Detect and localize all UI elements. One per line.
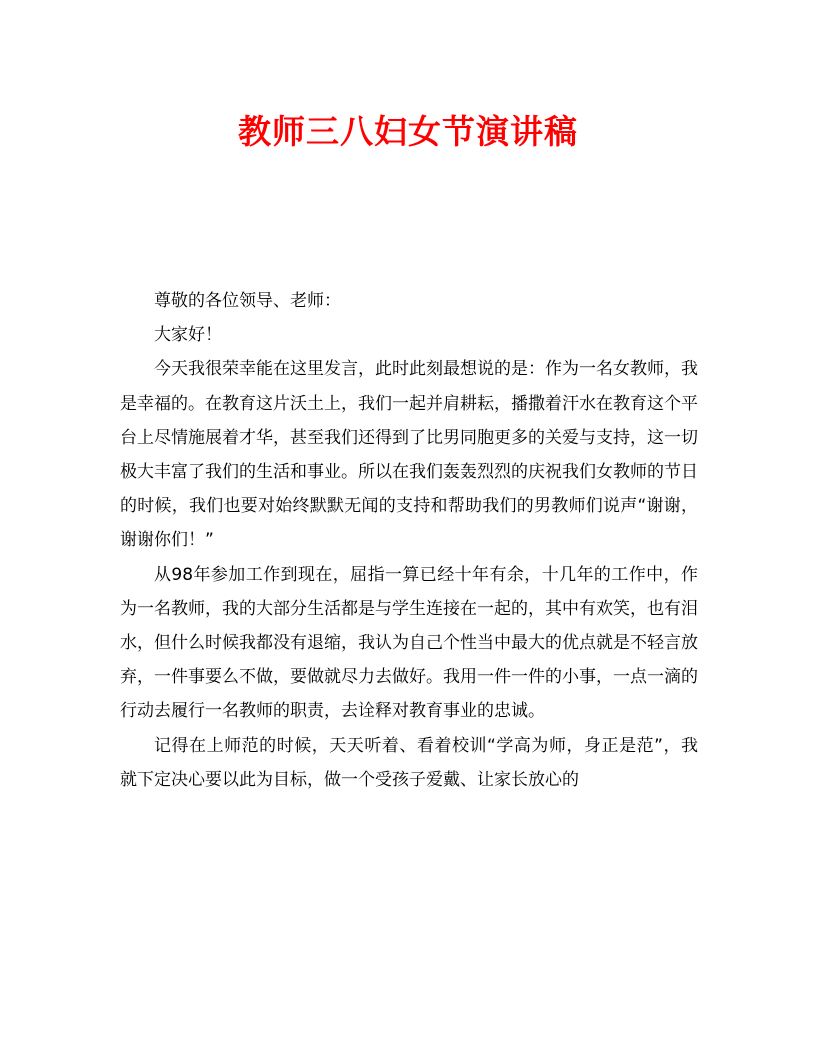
body-paragraph: 记得在上师范的时候，天天听着、看着校训“学高为师，身正是范”，我就下定决心要以此为目标，做一个受孩子爱戴、让家长放心的 [120, 735, 698, 790]
document-body [120, 284, 698, 797]
greeting-paragraph: 大家好！ [154, 325, 222, 346]
salutation-paragraph: 尊敬的各位领导、老师： [154, 291, 341, 311]
document-title: 教师三八妇女节演讲稿 [238, 112, 578, 151]
body-paragraph: 从98年参加工作到现在，屈指一算已经十年有余，十几年的工作中，作为一名教师，我的大部分生活都是与学生连接在一起的，其中有欢笑，也有泪水，但什么时候我都没有退缩，我认为自己个性当中最大的优点就是不轻言放弃，一件事要么不做，要做就尽力去做好。我用一件一件的小事，一点一滴的行动去履行一名教师的职责，去诠释对教育事业的忠诚。 [120, 564, 698, 722]
body-paragraph: 今天我很荣幸能在这里发言，此时此刻最想说的是：作为一名女教师，我是幸福的。在教育这片沃土上，我们一起并肩耕耘，播撒着汗水在教育这个平台上尽情施展着才华，甚至我们还得到了比男同胞更多的关爱与支持，这一切极大丰富了我们的生活和事业。所以在我们轰轰烈烈的庆祝我们女教师的节日的时候，我们也要对始终默默无闻的支持和帮助我们的男教师们说声“谢谢，谢谢你们！” [120, 359, 698, 551]
